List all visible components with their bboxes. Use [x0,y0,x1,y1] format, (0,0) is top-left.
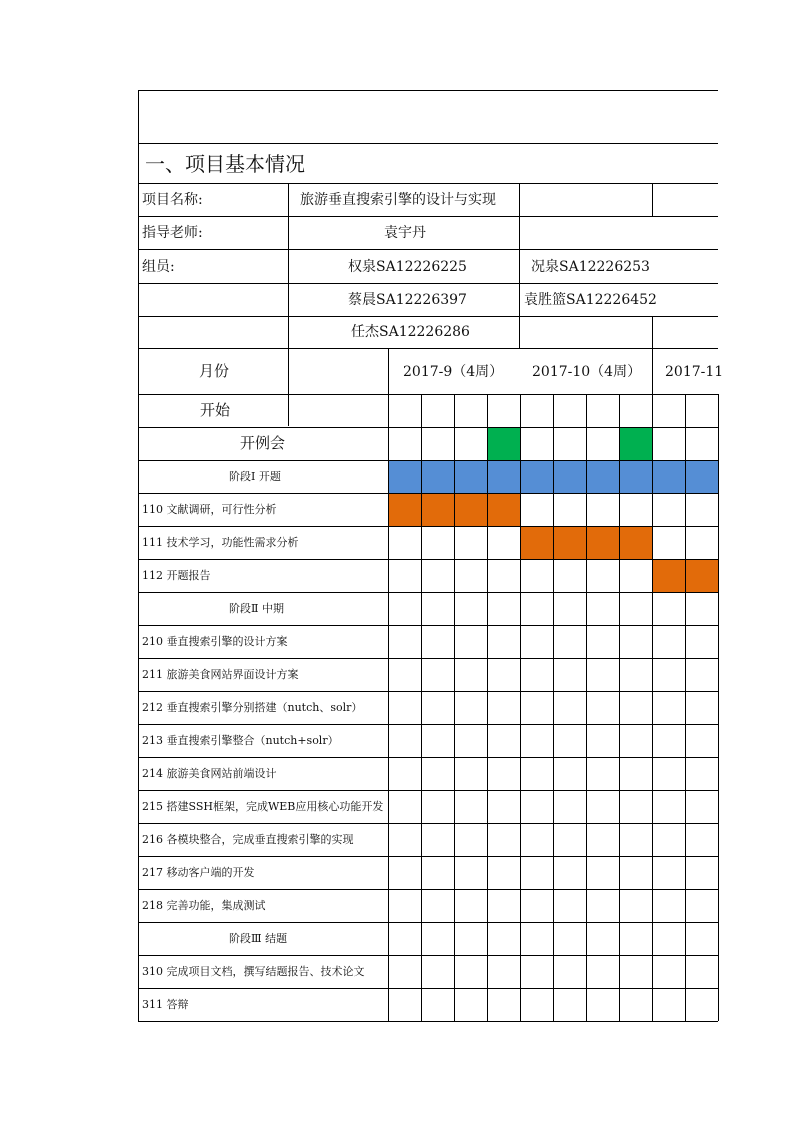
gantt-bar-cell [487,427,520,460]
member-name: 权泉SA12226225 [348,259,467,275]
gantt-bar-cell [487,460,520,493]
task-label: 216 各模块整合，完成垂直搜索引擎的实现 [142,833,354,846]
task-label: 212 垂直搜索引擎分别搭建（nutch、solr） [142,701,363,714]
gantt-bar-cell [652,460,685,493]
task-label: 214 旅游美食网站前端设计 [142,767,277,780]
task-label: 218 完善功能，集成测试 [142,899,266,912]
task-label: 210 垂直搜索引擎的设计方案 [142,635,288,648]
task-label: 213 垂直搜索引擎整合（nutch+solr） [142,734,339,747]
gantt-bar-cell [652,559,685,592]
gantt-bar-cell [619,460,652,493]
project-name: 旅游垂直搜索引擎的设计与实现 [300,192,496,208]
member-name: 袁胜篮SA12226452 [524,292,657,308]
month-label: 2017-10（4周） [532,364,642,380]
gantt-bar-cell [619,526,652,559]
member-name: 蔡晨SA12226397 [348,292,467,308]
month-label: 2017-11 [665,364,724,380]
gantt-bar-cell [520,526,553,559]
task-label: 310 完成项目文档，撰写结题报告、技术论文 [142,965,365,978]
meeting-label: 开例会 [240,434,286,452]
gantt-bar-cell [553,526,586,559]
task-label: 215 搭建SSH框架，完成WEB应用核心功能开发 [142,800,384,813]
gantt-bar-cell [388,460,421,493]
gantt-bar-cell [421,460,454,493]
start-label: 开始 [200,401,231,419]
task-label: 211 旅游美食网站界面设计方案 [142,668,299,681]
gantt-bar-cell [553,460,586,493]
gantt-bar-cell [454,493,487,526]
gantt-bar-cell [685,460,718,493]
project-name-label: 项目名称: [142,192,203,208]
gantt-bar-cell [421,493,454,526]
task-label: 112 开题报告 [142,569,211,582]
task-label: 217 移动客户端的开发 [142,866,255,879]
phase-label: 阶段Ⅱ 中期 [229,602,284,615]
gantt-bar-cell [520,460,553,493]
member-name: 况泉SA12226253 [531,259,650,275]
member-name: 任杰SA12226286 [351,324,470,340]
gantt-bar-cell [586,526,619,559]
month-header-label: 月份 [199,362,230,380]
gantt-bar-cell [454,460,487,493]
gantt-bar-cell [487,493,520,526]
advisor-name: 袁宇丹 [384,225,426,241]
gantt-bar-cell [619,427,652,460]
month-label: 2017-9（4周） [403,364,504,380]
gantt-bar-cell [388,493,421,526]
gantt-bar-cell [685,559,718,592]
gantt-bar-cell [586,460,619,493]
section-title: 一、项目基本情况 [145,152,305,176]
members-label: 组员: [142,259,175,275]
task-label: 311 答辩 [142,998,189,1011]
phase-label: 阶段Ⅰ 开题 [229,470,281,483]
advisor-label: 指导老师: [142,225,203,241]
phase-label: 阶段Ⅲ 结题 [229,932,288,945]
task-label: 111 技术学习，功能性需求分析 [142,536,299,549]
task-label: 110 文献调研，可行性分析 [142,503,277,516]
